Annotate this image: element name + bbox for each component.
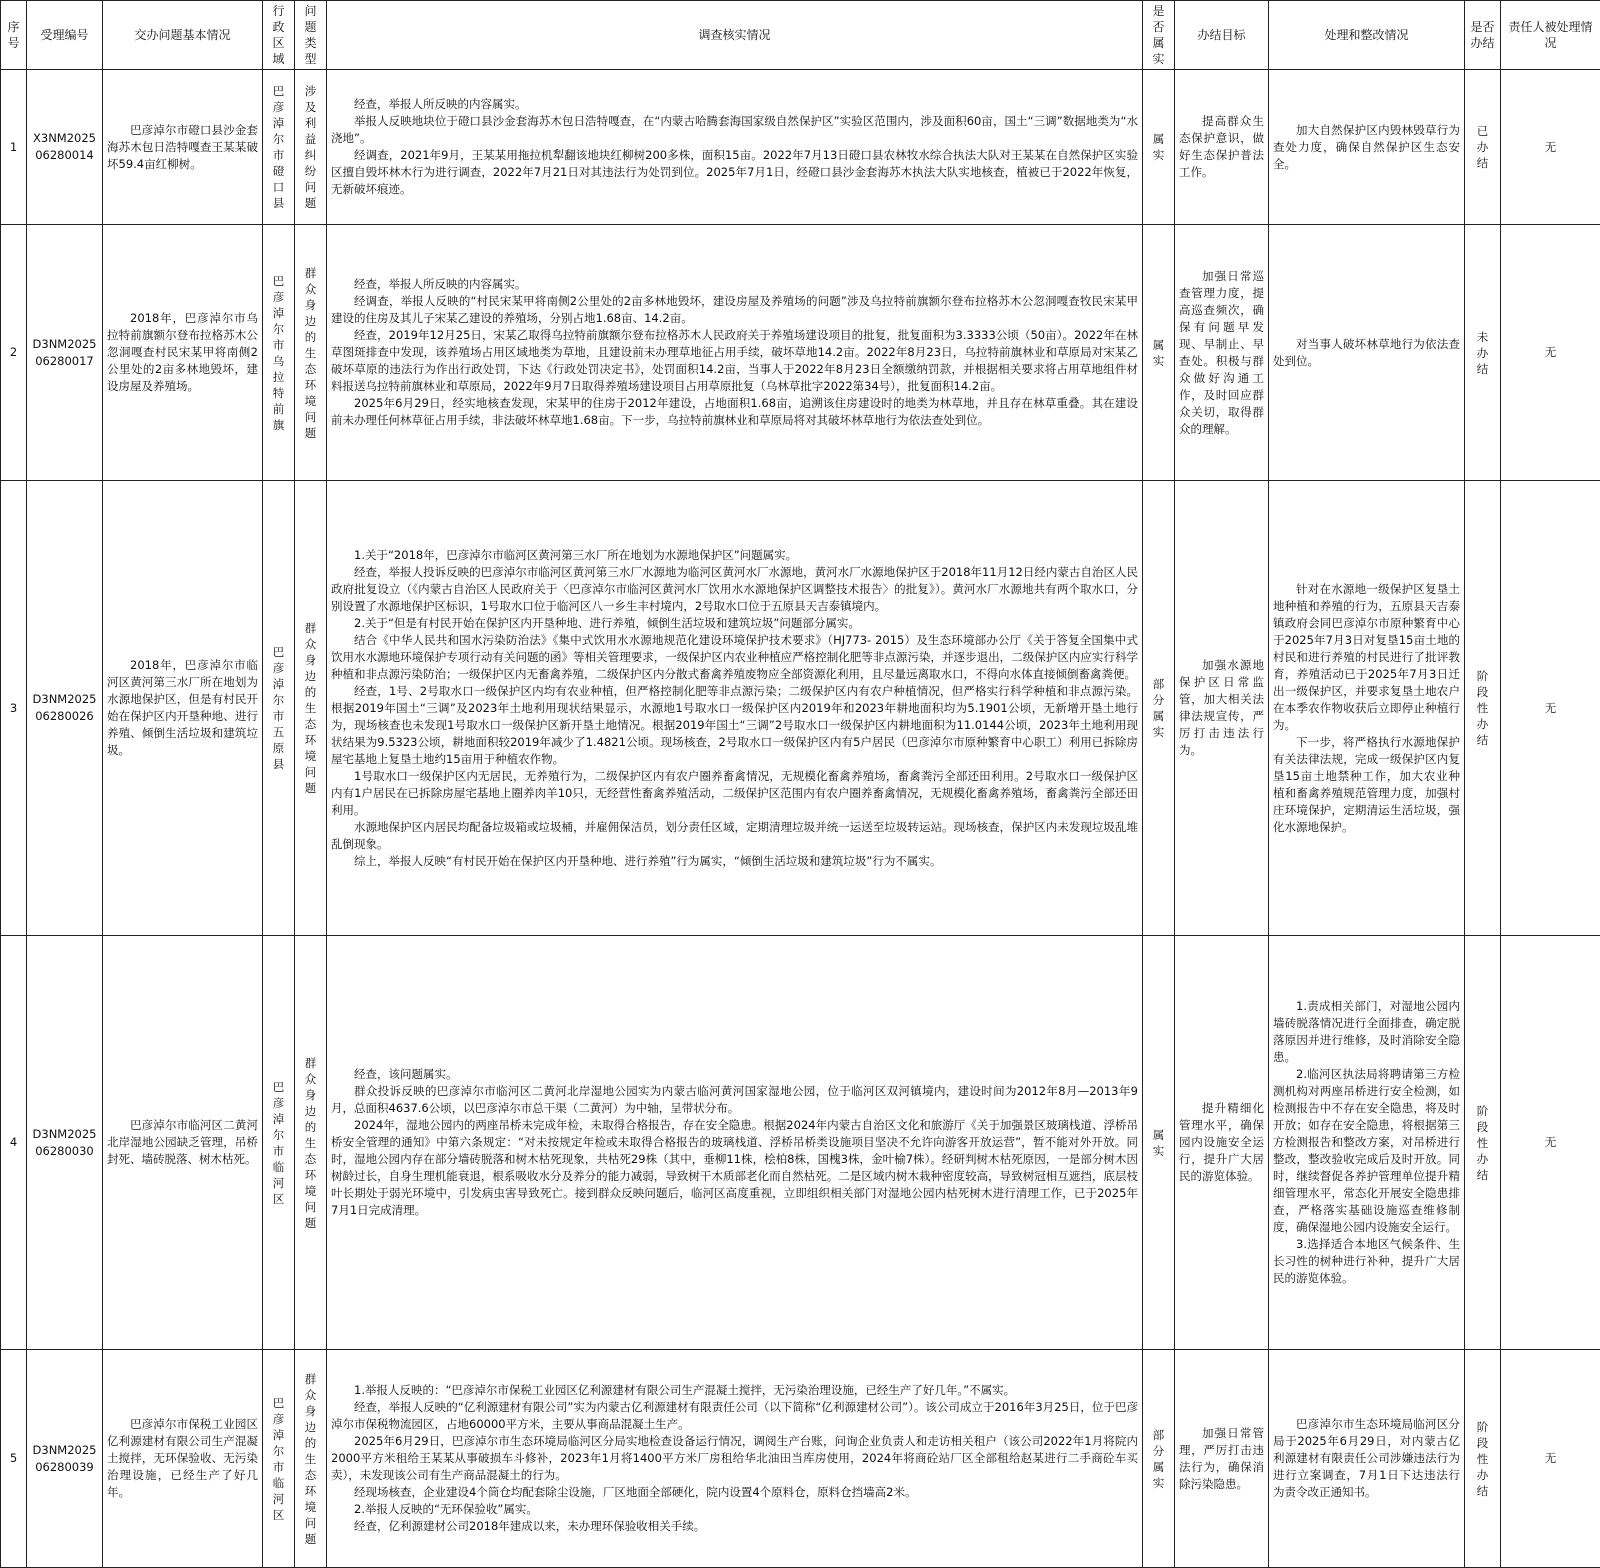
investigation-cell [327,225,1143,481]
row-number: 4 [1,936,27,1350]
header-cell: 序号 [1,1,27,70]
investigation-paragraph: 经现场核查，企业建设4个筒仓均配套除尘设施，厂区地面全部硬化，院内设置4个原料仓，原料仓挡墙高2米。 [331,1484,1138,1501]
region-text: 巴彦淖尔市临河区 [273,1079,285,1207]
header-cell: 行政区域 [263,1,295,70]
table-row [1,70,1600,225]
type-text: 群众身边的生态环境问题 [305,265,317,441]
header-cell: 是否办结 [1465,1,1501,70]
investigation-paragraph: 1号取水口一级保护区内无居民，无养殖行为，二级保护区内有农户圈养畜禽情况，无规模化畜禽养殖场，畜禽粪污全部还田利用。2号取水口一级保护区内有1户居民在已拆除房屋宅基地上圈养肉羊10只，无经营性畜禽养殖活动，二级保护区范围内有农户圈养畜禽情况，无规模化畜禽养殖场，畜禽粪污全部还田利用。 [331,768,1138,819]
done-text: 阶段性办结 [1477,1103,1489,1183]
header-cell: 是否属实 [1143,1,1175,70]
goal-cell: 提升精细化管理水平，确保园内设施安全运行，提升广大居民的游览体验。 [1175,936,1269,1350]
investigation-paragraph: 结合《中华人民共和国水污染防治法》《集中式饮用水水源地规范化建设环境保护技术要求》（HJ773- 2015）及生态环境部办公厅《关于答复全国集中式饮用水水源地环境保护专项行动有关问题的函》等相关管理要求，一级保护区内农业种植应严格控制化肥等非点源污染，并逐步退出，二级保护区内应实行科学种植和非点源污染防治；一级保护区内无畜禽养殖，二级保护区内分散式畜禽养殖废物应全部资源化利用，且尽量远离取水口，不得向水体直接倾倒畜禽粪便。 [331,632,1138,683]
problem-summary: 2018年，巴彦淖尔市临河区黄河第三水厂所在地划为水源地保护区，但是有村民开始在保护区内开垦种地、进行养殖、倾倒生活垃圾和建筑垃圾。 [103,481,263,936]
header-row [1,1,1600,70]
punish-cell: 无 [1501,1350,1600,1568]
investigation-paragraph: 经查，2019年12月25日，宋某乙取得乌拉特前旗额尔登布拉格苏木人民政府关于养殖场建设项目的批复，批复面积为3.3333公顷（50亩）。2022年在林草图斑排查中发现，该养殖场占用区域地类为草地，且建设前未办理草地征占用手续，破坏草地14.2亩。2022年8月23日，乌拉特前旗林业和草原局对宋某乙破坏草原的违法行为作出行政处罚，下达《行政处罚决定书》，处罚面积14.2亩，当事人于2022年8月23日全额缴纳罚款，并根据相关要求将占用草地组件材料报送乌拉特前旗林业和草原局，2022年9月7日取得养殖场建设项目占用草原批复（乌林草批字2022第34号），批复面积14.2亩。 [331,327,1138,395]
investigation-paragraph: 经调查，2021年9月，王某某用拖拉机犁翻该地块红柳树200多株，面积15亩。2022年7月13日磴口县农林牧水综合执法大队对王某某在自然保护区实验区擅自毁坏林木行为进行调查，2022年7月21日对其违法行为处罚到位。2025年7月1日，经磴口县沙金套海苏木执法大队实地核查，植被已于2022年恢复，无新破坏痕迹。 [331,147,1138,198]
case-code: D3NM202506280017 [27,225,103,481]
goal-cell: 加强日常管理，严厉打击违法行为，确保消除污染隐患。 [1175,1350,1269,1568]
done-text: 阶段性办结 [1477,668,1489,748]
case-code: D3NM202506280039 [27,1350,103,1568]
header-cell: 责任人被处理情况 [1501,1,1600,70]
punish-cell: 无 [1501,481,1600,936]
punish-cell: 无 [1501,70,1600,225]
table-row [1,225,1600,481]
row-number: 5 [1,1350,27,1568]
type-cell [295,481,327,936]
investigation-cell [327,481,1143,936]
punish-cell: 无 [1501,936,1600,1350]
done-cell [1465,70,1501,225]
investigation-paragraph: 综上，举报人反映“有村民开始在保护区内开垦种地、进行养殖”行为属实，“倾倒生活垃圾和建筑垃圾”行为不属实。 [331,853,1138,870]
handling-cell [1269,1350,1465,1568]
truth-text: 属实 [1153,131,1165,163]
truth-cell [1143,225,1175,481]
truth-text: 属实 [1153,337,1165,369]
table-row [1,481,1600,936]
problem-summary: 巴彦淖尔市磴口县沙金套海苏木包日浩特嘎查王某某破坏59.4亩红柳树。 [103,70,263,225]
region-text: 巴彦淖尔市临河区 [273,1395,285,1523]
type-cell [295,225,327,481]
done-cell [1465,1350,1501,1568]
type-text: 涉及利益纠纷问题 [305,83,317,211]
region-text: 巴彦淖尔市乌拉特前旗 [273,273,285,433]
investigation-paragraph: 2025年6月29日，经实地核查发现，宋某甲的住房于2012年建设，占地面积1.68亩，追溯该住房建设时的地类为林草地，并且存在林草重叠。其在建设前未办理任何林草征占用手续，非法破坏林草地1.68亩。下一步，乌拉特前旗林业和草原局将对其破坏林草地行为依法查处到位。 [331,395,1138,429]
header-cell: 交办问题基本情况 [103,1,263,70]
truth-cell [1143,70,1175,225]
region-text: 巴彦淖尔市磴口县 [273,83,285,211]
handling-paragraph: 对当事人破坏林草地行为依法查处到位。 [1273,336,1460,370]
table-row [1,1350,1600,1568]
problem-summary: 巴彦淖尔市临河区二黄河北岸湿地公园缺乏管理，吊桥封死、墙砖脱落、树木枯死。 [103,936,263,1350]
handling-paragraph: 巴彦淖尔市生态环境局临河区分局于2025年6月29日，对内蒙古亿利源建材有限责任公司涉嫌违法行为进行立案调查，7月1日下达违法行为责令改正通知书。 [1273,1416,1460,1501]
investigation-paragraph: 2024年，湿地公园内的两座吊桥未完成年检，未取得合格报告，存在安全隐患。根据2024年内蒙古自治区文化和旅游厅《关于加强景区玻璃栈道、浮桥吊桥安全管理的通知》中第六条规定：“对未按规定年检或未取得合格报告的玻璃栈道、浮桥吊桥类设施项目坚决不允许向游客开放运营”，暂不能对外开放。同时，湿地公园内存在部分墙砖脱落和树木枯死现象，共枯死29株（其中，垂柳11株，桧柏8株，国槐3株，金叶榆7株）。经研判树木枯死原因，一是部分树木因树龄过长，自身生理机能衰退，根系吸收水分及养分的能力减弱，导致树干木质部老化而自然枯死。二是区域内树木栽种密度较高，导致树冠相互遮挡，底层枝叶长期处于弱光环境中，引发病虫害导致死亡。接到群众反映问题后，临河区高度重视，立即组织相关部门对湿地公园内枯死树木进行清理工作，已于2025年7月1日完成清理。 [331,1117,1138,1219]
case-code: D3NM202506280030 [27,936,103,1350]
handling-paragraph: 2.临河区执法局将聘请第三方检测机构对两座吊桥进行安全检测，如检测报告中不存在安全隐患，将及时开放；如存在安全隐患，将根据第三方检测报告和整改方案，对吊桥进行整改，整改验收完成后及时开放。同时，继续督促各养护管理单位提升精细管理水平，常态化开展安全隐患排查，严格落实基础设施巡查维修制度，确保湿地公园内设施安全运行。 [1273,1066,1460,1236]
header-cell: 办结目标 [1175,1,1269,70]
truth-text: 部分属实 [1153,1427,1165,1491]
handling-cell [1269,225,1465,481]
case-code: D3NM202506280026 [27,481,103,936]
investigation-paragraph: 2.举报人反映的“无环保验收”属实。 [331,1501,1138,1518]
type-text: 群众身边的生态环境问题 [305,620,317,796]
investigation-paragraph: 经查，举报人所反映的内容属实。 [331,276,1138,293]
investigation-paragraph: 经查，举报人投诉反映的巴彦淖尔市临河区黄河第三水厂水源地为临河区黄河水厂水源地，黄河水厂水源地保护区于2018年11月12日经内蒙古自治区人民政府批复设立（《内蒙古自治区人民政府关于〈巴彦淖尔市临河区黄河水厂饮用水水源地保护区调整技术报告〉的批复》）。黄河水厂水源地共有两个取水口，分别设置了水源地保护区标识，1号取水口位于临河区八一乡生丰村境内，2号取水口位于五原县天吉泰镇境内。 [331,564,1138,615]
truth-text: 部分属实 [1153,676,1165,740]
done-cell [1465,936,1501,1350]
truth-cell [1143,1350,1175,1568]
investigation-paragraph: 1.关于“2018年，巴彦淖尔市临河区黄河第三水厂所在地划为水源地保护区”问题属实。 [331,547,1138,564]
handling-paragraph: 针对在水源地一级保护区复垦土地种植和养殖的行为，五原县天吉泰镇政府会同巴彦淖尔市原种繁育中心于2025年7月3日对复垦15亩土地的村民和进行养殖的村民进行了批评教育，养殖活动已于2025年7月3日迁出一级保护区，并要求复垦土地农户在本季农作物收获后立即停止种植行为。 [1273,581,1460,734]
header-cell: 受理编号 [27,1,103,70]
handling-cell [1269,936,1465,1350]
type-text: 群众身边的生态环境问题 [305,1055,317,1231]
investigation-paragraph: 经查，举报人所反映的内容属实。 [331,96,1138,113]
investigation-cell [327,1350,1143,1568]
investigation-paragraph: 经查，1号、2号取水口一级保护区内均有农业种植，但严格控制化肥等非点源污染；二级保护区内有农户种植情况，但严格实行科学种植和非点源污染。根据2019年国土“三调”及2023年土地利用现状结果显示，水源地1号取水口一级保护区内2019年和2023年耕地面积均为5.1901公顷，无新增开垦土地行为，现场核查也未发现1号取水口一级保护区新开垦土地情况。根据2019年国土“三调”2号取水口一级保护区内耕地面积为11.0144公顷，2023年土地利用现状结果为9.5323公顷，耕地面积较2019年减少了1.4821公顷。现场核查，2号取水口一级保护区内有5户居民（巴彦淖尔市原种繁育中心职工）利用已拆除房屋宅基地上复垦土地约15亩用于种植农作物。 [331,683,1138,768]
investigation-paragraph: 2.关于“但是有村民开始在保护区内开垦种地、进行养殖，倾倒生活垃圾和建筑垃圾”问题部分属实。 [331,615,1138,632]
truth-cell [1143,481,1175,936]
type-cell [295,1350,327,1568]
header-cell: 处理和整改情况 [1269,1,1465,70]
goal-cell: 加强日常巡查管理力度，提高巡查频次，确保有问题早发现、早制止、早查处。积极与群众做好沟通工作，及时回应群众关切，取得群众的理解。 [1175,225,1269,481]
investigation-cell [327,936,1143,1350]
region-cell [263,936,295,1350]
header-cell: 问题类型 [295,1,327,70]
handling-paragraph: 3.选择适合本地区气候条件、生长习性的树种进行补种，提升广大居民的游览体验。 [1273,1236,1460,1287]
region-cell [263,225,295,481]
investigation-paragraph: 群众投诉反映的巴彦淖尔市临河区二黄河北岸湿地公园实为内蒙古临河黄河国家湿地公园，位于临河区双河镇境内，建设时间为2012年8月—2013年9月，总面积4637.6公顷，以巴彦淖尔市总干渠（二黄河）为中轴，呈带状分布。 [331,1083,1138,1117]
investigation-paragraph: 经查，该问题属实。 [331,1066,1138,1083]
type-cell [295,936,327,1350]
goal-cell: 加强水源地保护区日常监管，加大相关法律法规宣传，严厉打击违法行为。 [1175,481,1269,936]
region-cell [263,481,295,936]
handling-paragraph: 下一步，将严格执行水源地保护有关法律法规，完成一级保护区内复垦15亩土地禁种工作，加大农业种植和畜禽养殖规范管理力度，加强村庄环境保护，定期清运生活垃圾，强化水源地保护。 [1273,734,1460,836]
header-cell: 调查核实情况 [327,1,1143,70]
punish-cell: 无 [1501,225,1600,481]
handling-cell [1269,481,1465,936]
truth-text: 属实 [1153,1127,1165,1159]
done-cell [1465,225,1501,481]
investigation-paragraph: 1.举报人反映的：“巴彦淖尔市保税工业园区亿利源建材有限公司生产混凝土搅拌，无污染治理设施，已经生产了好几年。”不属实。 [331,1382,1138,1399]
type-text: 群众身边的生态环境问题 [305,1371,317,1547]
problem-summary: 2018年，巴彦淖尔市乌拉特前旗额尔登布拉格苏木公忽洞嘎查村民宋某甲将南侧2公里处的2亩多林地毁坏，建设房屋及养殖场。 [103,225,263,481]
investigation-paragraph: 举报人反映地块位于磴口县沙金套海苏木包日浩特嘎查，在“内蒙古哈腾套海国家级自然保护区”实验区范围内，涉及面积60亩，国土“三调”数据地类为“水浇地”。 [331,113,1138,147]
row-number: 1 [1,70,27,225]
investigation-paragraph: 经查，举报人反映的“亿利源建材有限公司”实为内蒙古亿利源建材有限责任公司（以下简称“亿利源建材公司”）。该公司成立于2016年3月25日，位于巴彦淖尔市保税物流园区，占地60000平方米，主要从事商品混凝土生产。 [331,1399,1138,1433]
truth-cell [1143,936,1175,1350]
investigation-paragraph: 经调查，举报人反映的“村民宋某甲将南侧2公里处的2亩多林地毁坏，建设房屋及养殖场的问题”涉及乌拉特前旗额尔登布拉格苏木公忽洞嘎查牧民宋某甲建设的住房及其儿子宋某乙建设的养殖场，分别占地1.68亩、14.2亩。 [331,293,1138,327]
handling-paragraph: 加大自然保护区内毁林毁草行为查处力度，确保自然保护区生态安全。 [1273,122,1460,173]
investigation-paragraph: 2025年6月29日，巴彦淖尔市生态环境局临河区分局实地检查设备运行情况，调阅生产台账，问询企业负责人和走访相关租户（该公司2022年1月将院内2000平方米租给王某某从事破损车斗修补，2023年1月将1400平方米厂房租给华北油田当库房使用，2024年将商砼站厂区全部租给赵某进行二手商砼车买卖），未发现该公司有生产商品混凝土的行为。 [331,1433,1138,1484]
table-row [1,936,1600,1350]
region-text: 巴彦淖尔市五原县 [273,644,285,772]
region-cell [263,70,295,225]
investigation-paragraph: 经查，亿利源建材公司2018年建成以来，未办理环保验收相关手续。 [331,1518,1138,1535]
problem-summary: 巴彦淖尔市保税工业园区亿利源建材有限公司生产混凝土搅拌，无环保验收、无污染治理设施，已经生产了好几年。 [103,1350,263,1568]
done-cell [1465,481,1501,936]
goal-cell: 提高群众生态保护意识，做好生态保护普法工作。 [1175,70,1269,225]
handling-cell [1269,70,1465,225]
region-cell [263,1350,295,1568]
type-cell [295,70,327,225]
investigation-cell [327,70,1143,225]
row-number: 3 [1,481,27,936]
done-text: 已办结 [1477,123,1489,171]
case-code: X3NM202506280014 [27,70,103,225]
investigation-paragraph: 水源地保护区内居民均配备垃圾箱或垃圾桶，并雇佣保洁员，划分责任区域，定期清理垃圾并统一运送至垃圾转运站。现场核查，保护区内未发现垃圾乱堆乱倒现象。 [331,819,1138,853]
handling-paragraph: 1.责成相关部门，对湿地公园内墙砖脱落情况进行全面排查，确定脱落原因并进行维修，及时消除安全隐患。 [1273,998,1460,1066]
done-text: 未办结 [1477,329,1489,377]
done-text: 阶段性办结 [1477,1419,1489,1499]
row-number: 2 [1,225,27,481]
